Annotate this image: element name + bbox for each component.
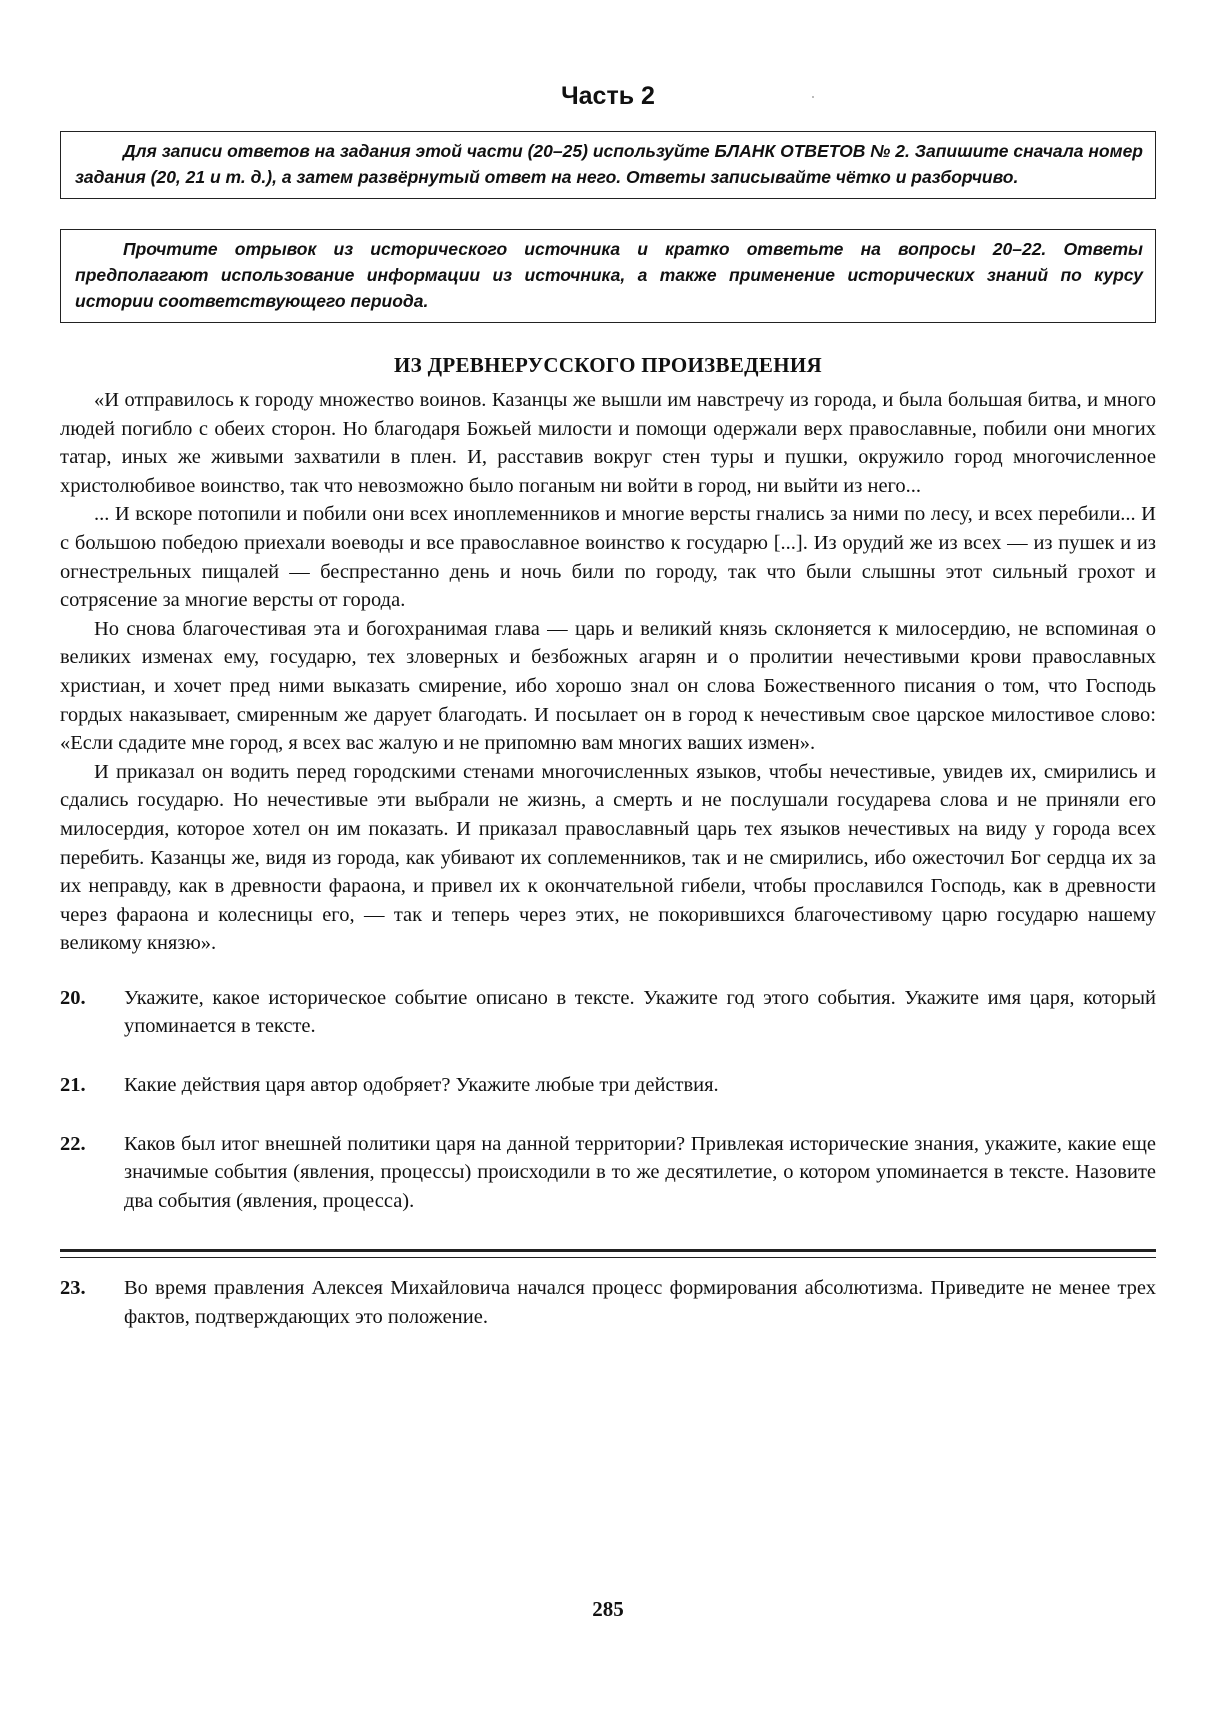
- instruction-box-source: Прочтите отрывок из исторического источника и кратко ответьте на вопросы 20–22. Ответы предполагают использование информации из источника, а также применение исторических знаний по курсу истории соответствующего периода.: [60, 229, 1156, 323]
- part-title: Часть 2: [561, 82, 655, 110]
- document-page: [60, 82, 1156, 1332]
- task-text: Какие действия царя автор одобряет? Укажите любые три действия.: [124, 1074, 719, 1097]
- source-title: ИЗ ДРЕВНЕРУССКОГО ПРОИЗВЕДЕНИЯ: [394, 353, 822, 377]
- task-20: [60, 984, 1156, 1041]
- task-number: 20.: [60, 986, 86, 1009]
- source-paragraph-3: Но снова благочестивая эта и богохранимая глава — царь и великий князь склоняется к милосердию, не вспоминая о великих изменах ему, государю, тех зловерных и безбожных агарян и о пролитии нечестивыми крови православных христиан, и хочет пред ними выказать смирение, ибо хорошо знал он слова Божественного писания о том, что Господь гордых наказывает, смиренным же дарует благодать. И посылает он в город к нечестивым свое царское милостивое слово: «Если сдадите мне город, я всех вас жалую и не припомню вам многих ваших измен».: [60, 617, 1156, 755]
- task-number: 23.: [60, 1277, 86, 1300]
- page-number: 285: [592, 1597, 624, 1621]
- task-22: [60, 1130, 1156, 1216]
- instruction-box-answers: Для записи ответов на задания этой части (20–25) используйте БЛАНК ОТВЕТОВ № 2. Запишите сначала номер задания (20, 21 и т. д.), а затем развёрнутый ответ на него. Ответы записывайте чётко и разборчиво.: [60, 131, 1156, 199]
- task-text: Во время правления Алексея Михайловича начался процесс формирования абсолютизма. Приведите не менее трех фактов, подтверждающих это положение.: [124, 1277, 1156, 1329]
- task-text: Укажите, какое историческое событие описано в тексте. Укажите год этого события. Укажите имя царя, который упоминается в тексте.: [124, 986, 1156, 1038]
- task-23: [60, 1274, 1156, 1331]
- source-paragraph-4: И приказал он водить перед городскими стенами многочисленных языков, чтобы нечестивые, увидев их, смирились и сдались государю. Но нечестивые эти выбрали не жизнь, а смерть и не послушали государева слова и не приняли его милосердия, которое хотел он им показать. И приказал православный царь тех языков нечестивых на виду у города всех перебить. Казанцы же, видя из города, как убивают их соплеменников, так и не смирились, ибо ожесточил Бог сердца их за их неправду, как в древности фараона, и привел их к окончательной гибели, чтобы прославился Господь, как в древности через фараона и колесницы его, — так и теперь через этих, не покорившихся благочестивому царю государю нашему великому князю».: [60, 760, 1156, 955]
- task-number: 21.: [60, 1074, 86, 1097]
- section-divider: [60, 1249, 1156, 1258]
- task-number: 22.: [60, 1132, 86, 1155]
- source-paragraph-1: «И отправилось к городу множество воинов. Казанцы же вышли им навстречу из города, и была большая битва, и много людей погибло с обеих сторон. Но благодаря Божьей милости и помощи одержали верх православные, побили они многих татар, иных же живыми захватили в плен. И, расставив вокруг стен туры и пушки, окружило город многочисленное христолюбивое воинство, так что невозможно было поганым ни войти в город, ни выйти из него...: [60, 389, 1156, 497]
- task-text: Каков был итог внешней политики царя на данной территории? Привлекая исторические знания, укажите, какие еще значимые события (явления, процессы) происходили в то же десятилетие, о котором упоминается в тексте. Назовите два события (явления, процесса).: [124, 1132, 1156, 1212]
- task-21: [60, 1071, 1156, 1100]
- source-paragraph-2: ... И вскоре потопили и побили они всех иноплеменников и многие версты гнались за ними по лесу, и всех перебили... И с большою победою приехали воеводы и все православное воинство к государю [...]. Из орудий же из всех — из пушек и из огнестрельных пищалей — беспрестанно день и ночь били по городу, так что были слышны этот сильный грохот и сотрясение за многие версты от города.: [60, 503, 1156, 612]
